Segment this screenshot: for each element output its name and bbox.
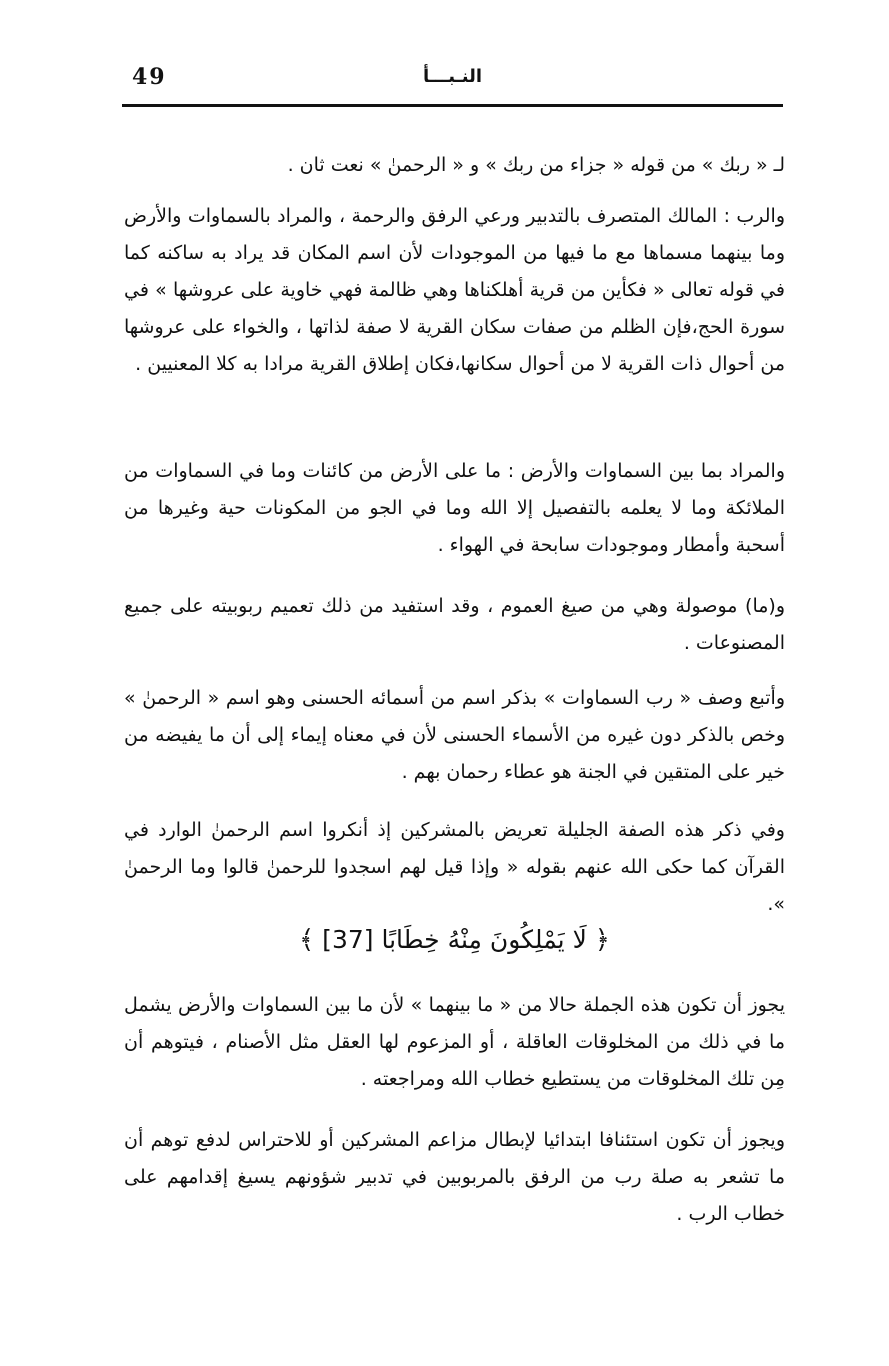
running-head: النـبـــأ bbox=[423, 66, 482, 87]
paragraph-7: يجوز أن تكون هذه الجملة حالا من « ما بينهما » لأن ما بين السماوات والأرض يشمل ما في ذلك من المخلوقات العاقلة ، أو المزعوم لها العقل مثل الأصنام ، فيتوهم أن مِن تلك المخلوقات من يستطيع خطاب الله ومراجعته . bbox=[124, 994, 785, 1090]
paragraph-5: وأتبع وصف « رب السماوات » بذكر اسم من أسمائه الحسنى وهو اسم « الرحمنٰ » وخص بالذكر دون غيره من الأسماء الحسنى لأن في معناه إيماء إلى أن ما يفيضه من خير على المتقين في الجنة هو عطاء رحمان بهم . bbox=[124, 687, 785, 783]
verse-open-bracket: ﴿ bbox=[594, 925, 611, 955]
verse-close-bracket: ﴾ bbox=[298, 925, 315, 955]
page-number: 49 bbox=[132, 64, 167, 90]
verse-text: لَا يَمْلِكُونَ مِنْهُ خِطَابًا bbox=[381, 925, 587, 954]
paragraph-3: والمراد بما بين السماوات والأرض : ما على الأرض من كائنات وما في السماوات من الملائكة وما لا يعلمه بالتفصيل إلا الله وما في الجو من المكونات حية وغيرها من أسحبة وأمطار وموجودات سابحة في الهواء . bbox=[124, 460, 785, 556]
paragraph-6: وفي ذكر هذه الصفة الجليلة تعريض بالمشركين إذ أنكروا اسم الرحمنٰ الوارد في القرآن كما حكى الله عنهم بقوله « وإذا قيل لهم اسجدوا للرحمنٰ قالوا وما الرحمنٰ ». bbox=[124, 819, 785, 915]
verse-number: [37] bbox=[322, 925, 374, 954]
paragraph-8: ويجوز أن تكون استئنافا ابتدائيا لإبطال مزاعم المشركين أو للاحتراس لدفع توهم أن ما تشعر به صلة رب من الرفق بالمربوبين في تدبير شؤونهم يسيغ إقدامهم على خطاب الرب . bbox=[124, 1129, 785, 1225]
page-header bbox=[122, 58, 783, 107]
paragraph-1: لـ « ربك » من قوله « جزاء من ربك » و « الرحمنٰ » نعت ثان . bbox=[287, 154, 785, 176]
paragraph-4: و(ما) موصولة وهي من صيغ العموم ، وقد استفيد من ذلك تعميم ربوبيته على جميع المصنوعات . bbox=[124, 595, 785, 654]
quran-verse bbox=[124, 918, 785, 962]
paragraph-2: والرب : المالك المتصرف بالتدبير ورعي الرفق والرحمة ، والمراد بالسماوات والأرض وما بينهما مسماها مع ما فيها من الموجودات لأن اسم المكان قد يراد به ساكنه كما في قوله تعالى « فكأين من قرية أهلكناها وهي ظالمة فهي خاوية على عروشها » في سورة الحج،فإن الظلم من صفات سكان القرية لا صفة لذاتها ، والخواء على عروشها من أحوال ذات القرية لا من أحوال سكانها،فكان إطلاق القرية مرادا به كلا المعنيين . bbox=[124, 205, 785, 375]
